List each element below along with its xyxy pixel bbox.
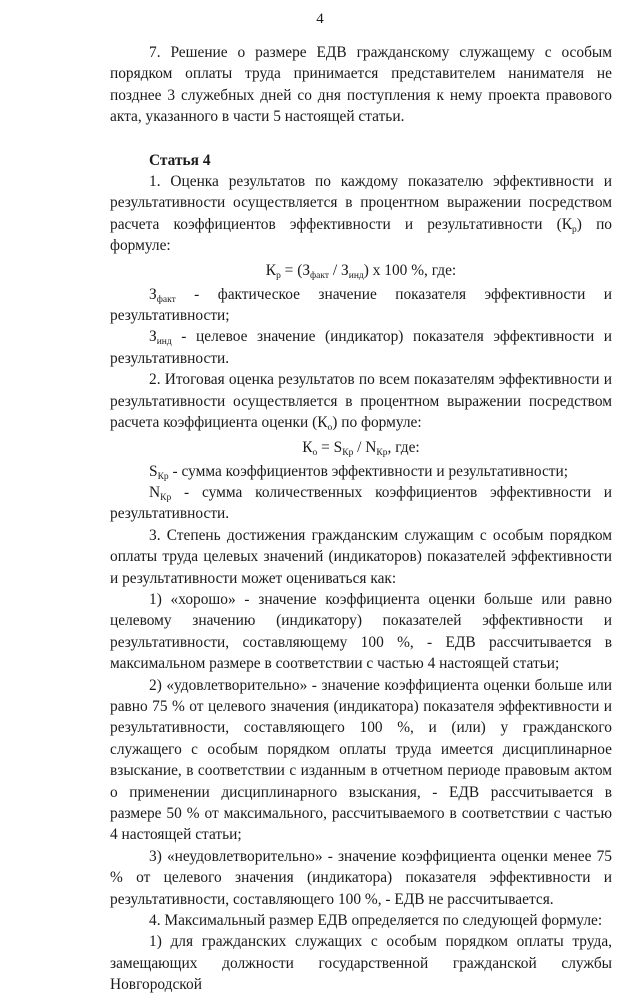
paragraph-1-tail: ) по формуле:: [110, 215, 613, 255]
definition-n: [110, 482, 612, 525]
definition-s-symbol: S: [149, 462, 158, 480]
definition-ind-symbol: З: [149, 328, 157, 346]
ko-subscript: о: [327, 423, 333, 434]
definition-n-symbol: N: [149, 483, 161, 501]
formula-ko-tail: , где:: [387, 438, 420, 456]
page-number: 4: [316, 11, 324, 27]
formula-kr-subscript: р: [276, 270, 281, 281]
definition-s-subscript: Кр: [157, 471, 169, 482]
formula-ko-symbol: К: [302, 438, 313, 456]
document-body: [110, 42, 612, 996]
formula-n-subscript: Кр: [376, 447, 388, 458]
formula-ko-subscript: о: [312, 447, 318, 458]
formula-kr-part-1: = (З: [280, 261, 311, 279]
paragraph-gap: [110, 128, 612, 150]
article-4-paragraph-2: [110, 369, 612, 433]
definition-s-text: - сумма коэффициентов эффективности и результативности;: [168, 462, 569, 480]
paragraph-2-tail: ) по формуле:: [332, 414, 422, 432]
formula-kr-symbol: К: [265, 261, 277, 279]
section-7-paragraph: 7. Решение о размере ЕДВ гражданскому служащему с особым порядком оплаты труда принимается представителем нанимателя не позднее 3 служебных дней со дня поступления к нему проекта правового акта, указанного в части 5 настоящей статьи.: [110, 44, 612, 126]
formula-ko: [110, 434, 612, 461]
definition-fact-text: - фактическое значение показателя эффективности и результативности;: [110, 285, 612, 325]
formula-s-subscript: Кр: [342, 447, 354, 458]
kr-subscript: р: [572, 224, 577, 235]
definition-n-subscript: Кр: [160, 492, 172, 503]
definition-ind-subscript: инд: [156, 337, 172, 348]
article-4-paragraph-4-item-1: 1) для гражданских служащих с особым порядком оплаты труда, замещающих должности государственной гражданской службы Новгородской: [110, 933, 612, 994]
definition-ind-text: - целевое значение (индикатор) показателя эффективности и результативности.: [110, 328, 612, 367]
definition-fact-symbol: З: [149, 285, 157, 303]
formula-ko-part-2: / N: [353, 438, 377, 456]
article-4-title: Статья 4: [149, 151, 211, 169]
article-4-paragraph-3-item-2: 2) «удовлетворительно» - значение коэффициента оценки больше или равно 75 % от целевого значения (индикатора) показателя эффективности и результативности, составляющего 100 %, и (или) у гражданского служащего с особым порядком оплаты труда имеется дисциплинарное взыскание, в соответствии с изданным в отчетном периоде правовым актом о применении дисциплинарного взыскания, - ЕДВ рассчитывается в размере 50 % от максимального, рассчитываемого в соответствии с частью 4 настоящей статьи;: [110, 676, 612, 844]
formula-fact-subscript: факт: [310, 270, 330, 281]
paragraph-2-text: 2. Итоговая оценка результатов по всем показателям эффективности и результативности осуществляется в процентном выражении посредством расчета коэффициента оценки (К: [110, 371, 612, 432]
formula-ind-subscript: инд: [348, 270, 364, 281]
definition-s: [110, 461, 612, 482]
formula-kr: [110, 257, 612, 284]
formula-ko-part-1: = S: [317, 438, 343, 456]
article-4-paragraph-4: 4. Максимальный размер ЕДВ определяется по следующей формуле:: [149, 912, 603, 930]
formula-kr-tail: ) х 100 %, где:: [363, 261, 457, 279]
definition-ind: [110, 326, 612, 369]
definition-fact-subscript: факт: [156, 294, 176, 305]
definition-fact: [110, 284, 612, 327]
formula-kr-part-2: / З: [329, 261, 349, 279]
article-4-paragraph-1: [110, 171, 612, 257]
article-4-paragraph-3-item-1: 1) «хорошо» - значение коэффициента оценки больше или равно целевому значению (индикатору) показателей эффективности и результативности, составляющему 100 %, - ЕДВ рассчитывается в максимальном размере в соответствии с частью 4 настоящей статьи;: [110, 590, 612, 673]
article-4-paragraph-3-item-3: 3) «неудовлетворительно» - значение коэффициента оценки менее 75 % от целевого значения (индикатора) показателя эффективности и результативности, составляющего 100 %, - ЕДВ не рассчитывается.: [110, 847, 612, 908]
definition-n-text: - сумма количественных коэффициентов эффективности и результативности.: [110, 483, 612, 523]
paragraph-1-text: 1. Оценка результатов по каждому показателю эффективности и результативности осуществляется в процентном выражении посредством расчета коэффициентов эффективности и результативности (К: [110, 173, 612, 233]
article-4-paragraph-3: 3. Степень достижения гражданским служащим с особым порядком оплаты труда целевых значений (индикаторов) показателей эффективности и результативности может оцениваться как:: [110, 526, 612, 587]
